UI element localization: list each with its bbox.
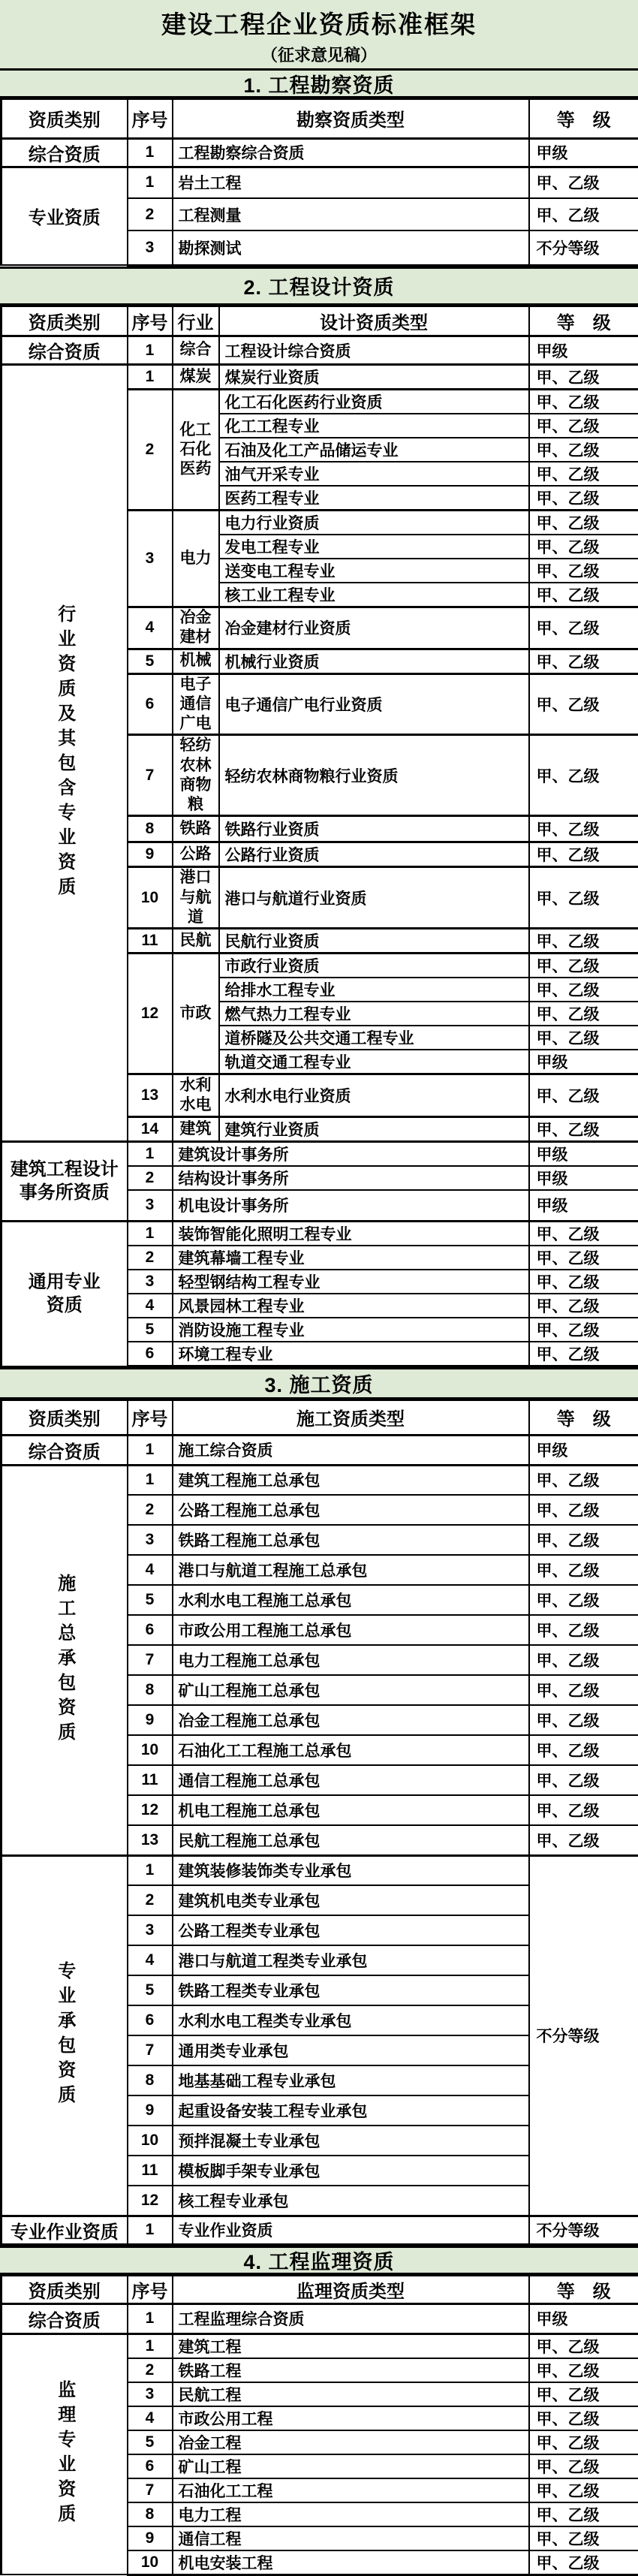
grade-cell: 甲、乙级 [529,1117,638,1142]
seq-cell: 4 [128,1945,173,1975]
type-cell: 轻型钢结构工程专业 [173,1270,529,1294]
grade-cell: 甲、乙级 [529,1270,638,1294]
seq-cell: 12 [128,954,173,1074]
type-cell: 港口与航道工程类专业承包 [173,1945,529,1975]
seq-cell: 1 [128,1435,173,1465]
header-cell: 勘察资质类型 [173,99,529,138]
type-cell: 勘探测试 [173,230,529,265]
grade-cell: 甲、乙级 [529,167,638,198]
seq-cell: 1 [128,365,173,390]
category-cell [2,1221,128,1366]
category-cell [2,1855,128,2216]
title-block [0,0,638,68]
seq-cell: 8 [128,1675,173,1705]
type-cell: 工程测量 [173,198,529,230]
type-cell: 民航工程施工总承包 [173,1825,529,1855]
seq-cell: 2 [128,390,173,511]
grade-cell: 甲、乙级 [529,462,638,486]
industry-cell: 化工石化医药 [173,390,219,511]
supervision-table [0,2275,638,2576]
header-cell: 序号 [128,99,173,138]
type-cell: 工程设计综合资质 [219,336,529,365]
table-row [2,1221,638,1246]
header-cell: 序号 [128,2276,173,2304]
grade-cell: 甲、乙级 [529,1645,638,1675]
grade-cell: 甲、乙级 [529,1585,638,1615]
seq-cell: 9 [128,1705,173,1735]
grade-cell: 甲、乙级 [529,1675,638,1705]
type-cell: 风景园林工程专业 [173,1294,529,1318]
grade-cell: 甲、乙级 [529,2333,638,2358]
table-header-row [2,306,638,336]
type-cell: 建筑工程施工总承包 [173,1465,529,1495]
type-cell: 石油化工工程施工总承包 [173,1735,529,1765]
type-cell: 电力工程 [173,2502,529,2526]
header-cell: 等 级 [529,99,638,138]
grade-cell: 不分等级 [529,1855,638,2216]
type-cell: 民航工程 [173,2382,529,2406]
grade-cell: 甲、乙级 [529,2502,638,2526]
category-cell [2,365,128,1142]
seq-cell: 12 [128,2186,173,2216]
grade-cell: 甲、乙级 [529,365,638,390]
grade-cell: 甲、乙级 [529,1465,638,1495]
header-cell: 资质类别 [2,306,128,336]
type-cell: 石油及化工产品储运专业 [219,438,529,462]
seq-cell: 2 [128,1495,173,1525]
grade-cell: 甲、乙级 [529,1495,638,1525]
type-cell: 矿山工程施工总承包 [173,1675,529,1705]
seq-cell: 1 [128,1221,173,1246]
grade-cell: 甲、乙级 [529,1318,638,1342]
type-cell: 核工业工程专业 [219,583,529,607]
header-cell: 序号 [128,306,173,336]
header-cell: 行业 [173,306,219,336]
type-cell: 电力工程施工总承包 [173,1645,529,1675]
seq-cell: 1 [128,167,173,198]
header-cell: 等 级 [529,306,638,336]
category-cell: 专业作业资质 [2,2216,128,2244]
grade-cell: 甲、乙级 [529,583,638,607]
category-label: 行业资质及其包含专业资质 [56,604,74,902]
industry-cell: 建筑 [173,1117,219,1142]
type-cell: 机械行业资质 [219,649,529,673]
seq-cell: 4 [128,2406,173,2430]
grade-cell: 甲、乙级 [529,486,638,511]
type-cell: 建筑设计事务所 [173,1142,529,1167]
type-cell: 轨道交通工程专业 [219,1050,529,1074]
type-cell: 市政公用工程施工总承包 [173,1615,529,1645]
type-cell: 水利水电工程类专业承包 [173,2005,529,2035]
type-cell: 建筑机电类专业承包 [173,1885,529,1915]
grade-cell: 甲、乙级 [529,1825,638,1855]
category-cell: 综合资质 [2,336,128,365]
type-cell: 铁路行业资质 [219,816,529,842]
page-title: 建设工程企业资质标准框架 [0,5,638,41]
design-table [0,306,638,1368]
category-label: 监理专业资质 [56,2380,74,2529]
type-cell: 专业作业资质 [173,2216,529,2244]
header-cell: 监理资质类型 [173,2276,529,2304]
industry-cell: 轻纺农林商物粮 [173,735,219,816]
seq-cell: 3 [128,2382,173,2406]
grade-cell: 甲、乙级 [529,649,638,673]
industry-cell: 电子通信广电 [173,673,219,735]
seq-cell: 4 [128,1555,173,1585]
type-cell: 机电设计事务所 [173,1190,529,1221]
seq-cell: 6 [128,2005,173,2035]
grade-cell: 甲、乙级 [529,1795,638,1825]
type-cell: 机电安装工程 [173,2550,529,2575]
table-row [2,2216,638,2244]
seq-cell: 1 [128,1465,173,1495]
grade-cell: 甲、乙级 [529,978,638,1002]
industry-cell: 铁路 [173,816,219,842]
type-cell: 化工工程专业 [219,414,529,438]
page-subtitle: （征求意见稿） [0,43,638,66]
table-row [2,138,638,167]
seq-cell: 2 [128,1246,173,1270]
seq-cell: 1 [128,1855,173,1885]
grade-cell: 甲、乙级 [529,816,638,842]
type-cell: 机电工程施工总承包 [173,1795,529,1825]
type-cell: 铁路工程 [173,2358,529,2382]
grade-cell: 甲级 [529,1435,638,1465]
seq-cell: 10 [128,2550,173,2575]
header-cell: 资质类别 [2,1400,128,1435]
type-cell: 给排水工程专业 [219,978,529,1002]
grade-cell: 甲、乙级 [529,390,638,414]
seq-cell: 2 [128,1166,173,1190]
grade-cell: 甲、乙级 [529,867,638,929]
type-cell: 水利水电行业资质 [219,1074,529,1117]
seq-cell: 6 [128,1615,173,1645]
type-cell: 消防设施工程专业 [173,1318,529,1342]
grade-cell: 甲级 [529,138,638,167]
type-cell: 核工程专业承包 [173,2186,529,2216]
industry-cell: 冶金建材 [173,607,219,649]
type-cell: 港口与航道工程施工总承包 [173,1555,529,1585]
grade-cell: 甲、乙级 [529,438,638,462]
section-banner-construction: 3. 施工资质 [0,1367,638,1399]
grade-cell: 甲、乙级 [529,2358,638,2382]
seq-cell: 8 [128,2065,173,2095]
seq-cell: 5 [128,649,173,673]
type-cell: 矿山工程 [173,2454,529,2478]
header-cell: 资质类别 [2,99,128,138]
table-header-row [2,1400,638,1435]
seq-cell: 11 [128,1765,173,1795]
grade-cell: 甲、乙级 [529,2430,638,2454]
grade-cell: 甲、乙级 [529,2382,638,2406]
table-row [2,1855,638,1885]
table-row [2,1435,638,1465]
seq-cell: 5 [128,1975,173,2005]
table-row [2,336,638,365]
seq-cell: 10 [128,1735,173,1765]
grade-cell: 甲、乙级 [529,511,638,535]
grade-cell: 甲、乙级 [529,735,638,816]
seq-cell: 10 [128,2126,173,2156]
grade-cell: 甲、乙级 [529,1221,638,1246]
table-row [2,365,638,390]
seq-cell: 9 [128,842,173,867]
category-cell: 专业资质 [2,167,128,265]
grade-cell: 甲、乙级 [529,1705,638,1735]
section-banner-supervision: 4. 工程监理资质 [0,2246,638,2275]
grade-cell: 甲、乙级 [529,2406,638,2430]
header-cell: 序号 [128,1400,173,1435]
category-label: 专业承包资质 [56,1961,74,2110]
grade-cell: 甲、乙级 [529,559,638,583]
section-banner-survey: 1. 工程勘察资质 [0,68,638,98]
type-cell: 地基基础工程专业承包 [173,2065,529,2095]
grade-cell: 甲级 [529,1166,638,1190]
type-cell: 冶金工程 [173,2430,529,2454]
seq-cell: 3 [128,1190,173,1221]
seq-cell: 3 [128,1270,173,1294]
table-header-row [2,2276,638,2304]
category-cell [2,1142,128,1222]
seq-cell: 5 [128,1585,173,1615]
grade-cell: 甲、乙级 [529,2454,638,2478]
grade-cell: 甲、乙级 [529,607,638,649]
seq-cell: 9 [128,2095,173,2126]
seq-cell: 8 [128,816,173,842]
seq-cell: 2 [128,1885,173,1915]
type-cell: 岩土工程 [173,167,529,198]
seq-cell: 7 [128,2035,173,2065]
grade-cell: 甲级 [529,2303,638,2333]
type-cell: 建筑幕墙工程专业 [173,1246,529,1270]
seq-cell: 1 [128,336,173,365]
type-cell: 通信工程施工总承包 [173,1765,529,1795]
grade-cell: 甲、乙级 [529,1342,638,1366]
category-cell [2,1465,128,1855]
seq-cell: 7 [128,735,173,816]
table-row [2,167,638,198]
type-cell: 装饰智能化照明工程专业 [173,1221,529,1246]
grade-cell: 不分等级 [529,230,638,265]
seq-cell: 3 [128,1915,173,1945]
header-cell: 设计资质类型 [219,306,529,336]
type-cell: 公路工程施工总承包 [173,1495,529,1525]
type-cell: 煤炭行业资质 [219,365,529,390]
type-cell: 冶金建材行业资质 [219,607,529,649]
grade-cell: 甲、乙级 [529,1246,638,1270]
seq-cell: 1 [128,2303,173,2333]
grade-cell: 甲、乙级 [529,414,638,438]
grade-cell: 甲、乙级 [529,1555,638,1585]
grade-cell: 甲、乙级 [529,1765,638,1795]
seq-cell: 13 [128,1074,173,1117]
table-row [2,1465,638,1495]
type-cell: 市政公用工程 [173,2406,529,2430]
grade-cell: 甲、乙级 [529,929,638,954]
industry-cell: 民航 [173,929,219,954]
seq-cell: 7 [128,1645,173,1675]
construction-table [0,1399,638,2246]
seq-cell: 13 [128,1825,173,1855]
seq-cell: 1 [128,2216,173,2244]
table-row [2,1142,638,1167]
type-cell: 铁路工程施工总承包 [173,1525,529,1555]
seq-cell: 2 [128,2358,173,2382]
type-cell: 建筑装修装饰类专业承包 [173,1855,529,1885]
type-cell: 化工石化医药行业资质 [219,390,529,414]
grade-cell: 甲、乙级 [529,1074,638,1117]
grade-cell: 甲、乙级 [529,1615,638,1645]
type-cell: 医药工程专业 [219,486,529,511]
seq-cell: 6 [128,673,173,735]
type-cell: 民航行业资质 [219,929,529,954]
type-cell: 通用类专业承包 [173,2035,529,2065]
table-row [2,2333,638,2358]
seq-cell: 1 [128,1142,173,1167]
grade-cell: 甲、乙级 [529,1026,638,1050]
type-cell: 施工综合资质 [173,1435,529,1465]
grade-cell: 甲、乙级 [529,1525,638,1555]
industry-cell: 电力 [173,511,219,607]
header-cell: 施工资质类型 [173,1400,529,1435]
type-cell: 工程监理综合资质 [173,2303,529,2333]
type-cell: 模板脚手架专业承包 [173,2156,529,2186]
grade-cell: 甲级 [529,336,638,365]
industry-cell: 机械 [173,649,219,673]
grade-cell: 甲级 [529,1050,638,1074]
type-cell: 燃气热力工程专业 [219,1002,529,1026]
seq-cell: 8 [128,2502,173,2526]
type-cell: 结构设计事务所 [173,1166,529,1190]
grade-cell: 甲、乙级 [529,2526,638,2550]
category-cell: 综合资质 [2,1435,128,1465]
type-cell: 通信工程 [173,2526,529,2550]
category-label: 建筑工程设计事务所资质 [8,1158,121,1204]
seq-cell: 2 [128,198,173,230]
type-cell: 起重设备安装工程专业承包 [173,2095,529,2126]
seq-cell: 9 [128,2526,173,2550]
grade-cell: 甲级 [529,1142,638,1167]
industry-cell: 综合 [173,336,219,365]
type-cell: 电子通信广电行业资质 [219,673,529,735]
seq-cell: 14 [128,1117,173,1142]
type-cell: 铁路工程类专业承包 [173,1975,529,2005]
type-cell: 轻纺农林商物粮行业资质 [219,735,529,816]
type-cell: 建筑工程 [173,2333,529,2358]
seq-cell: 3 [128,230,173,265]
category-cell: 综合资质 [2,2303,128,2333]
type-cell: 送变电工程专业 [219,559,529,583]
table-header-row [2,99,638,138]
seq-cell: 11 [128,2156,173,2186]
grade-cell: 甲、乙级 [529,1735,638,1765]
industry-cell: 煤炭 [173,365,219,390]
survey-table [0,98,638,267]
type-cell: 工程勘察综合资质 [173,138,529,167]
header-cell: 资质类别 [2,2276,128,2304]
type-cell: 港口与航道行业资质 [219,867,529,929]
type-cell: 建筑行业资质 [219,1117,529,1142]
type-cell: 公路行业资质 [219,842,529,867]
header-cell: 等 级 [529,2276,638,2304]
seq-cell: 1 [128,138,173,167]
grade-cell: 甲级 [529,1190,638,1221]
grade-cell: 甲、乙级 [529,954,638,978]
type-cell: 道桥隧及公共交通工程专业 [219,1026,529,1050]
industry-cell: 市政 [173,954,219,1074]
type-cell: 环境工程专业 [173,1342,529,1366]
type-cell: 石油化工工程 [173,2478,529,2502]
type-cell: 油气开采专业 [219,462,529,486]
type-cell: 市政行业资质 [219,954,529,978]
category-cell: 综合资质 [2,138,128,167]
industry-cell: 港口与航道 [173,867,219,929]
type-cell: 冶金工程施工总承包 [173,1705,529,1735]
grade-cell: 甲、乙级 [529,1294,638,1318]
grade-cell: 甲、乙级 [529,673,638,735]
industry-cell: 水利水电 [173,1074,219,1117]
seq-cell: 6 [128,2454,173,2478]
seq-cell: 1 [128,2333,173,2358]
table-row [2,2303,638,2333]
seq-cell: 5 [128,1318,173,1342]
seq-cell: 12 [128,1795,173,1825]
seq-cell: 5 [128,2430,173,2454]
seq-cell: 7 [128,2478,173,2502]
grade-cell: 不分等级 [529,2216,638,2244]
category-cell [2,2333,128,2574]
industry-cell: 公路 [173,842,219,867]
type-cell: 预拌混凝土专业承包 [173,2126,529,2156]
type-cell: 电力行业资质 [219,511,529,535]
grade-cell: 甲、乙级 [529,535,638,559]
seq-cell: 11 [128,929,173,954]
seq-cell: 3 [128,511,173,607]
grade-cell: 甲、乙级 [529,2478,638,2502]
grade-cell: 甲、乙级 [529,198,638,230]
seq-cell: 4 [128,1294,173,1318]
category-label: 通用专业资质 [26,1270,104,1317]
header-cell: 等 级 [529,1400,638,1435]
section-banner-design: 2. 工程设计资质 [0,267,638,306]
category-label: 施工总承包资质 [56,1574,74,1747]
type-cell: 水利水电工程施工总承包 [173,1585,529,1615]
type-cell: 发电工程专业 [219,535,529,559]
grade-cell: 甲、乙级 [529,842,638,867]
seq-cell: 6 [128,1342,173,1366]
seq-cell: 4 [128,607,173,649]
type-cell: 公路工程类专业承包 [173,1915,529,1945]
grade-cell: 甲、乙级 [529,2550,638,2575]
seq-cell: 10 [128,867,173,929]
grade-cell: 甲、乙级 [529,1002,638,1026]
seq-cell: 3 [128,1525,173,1555]
